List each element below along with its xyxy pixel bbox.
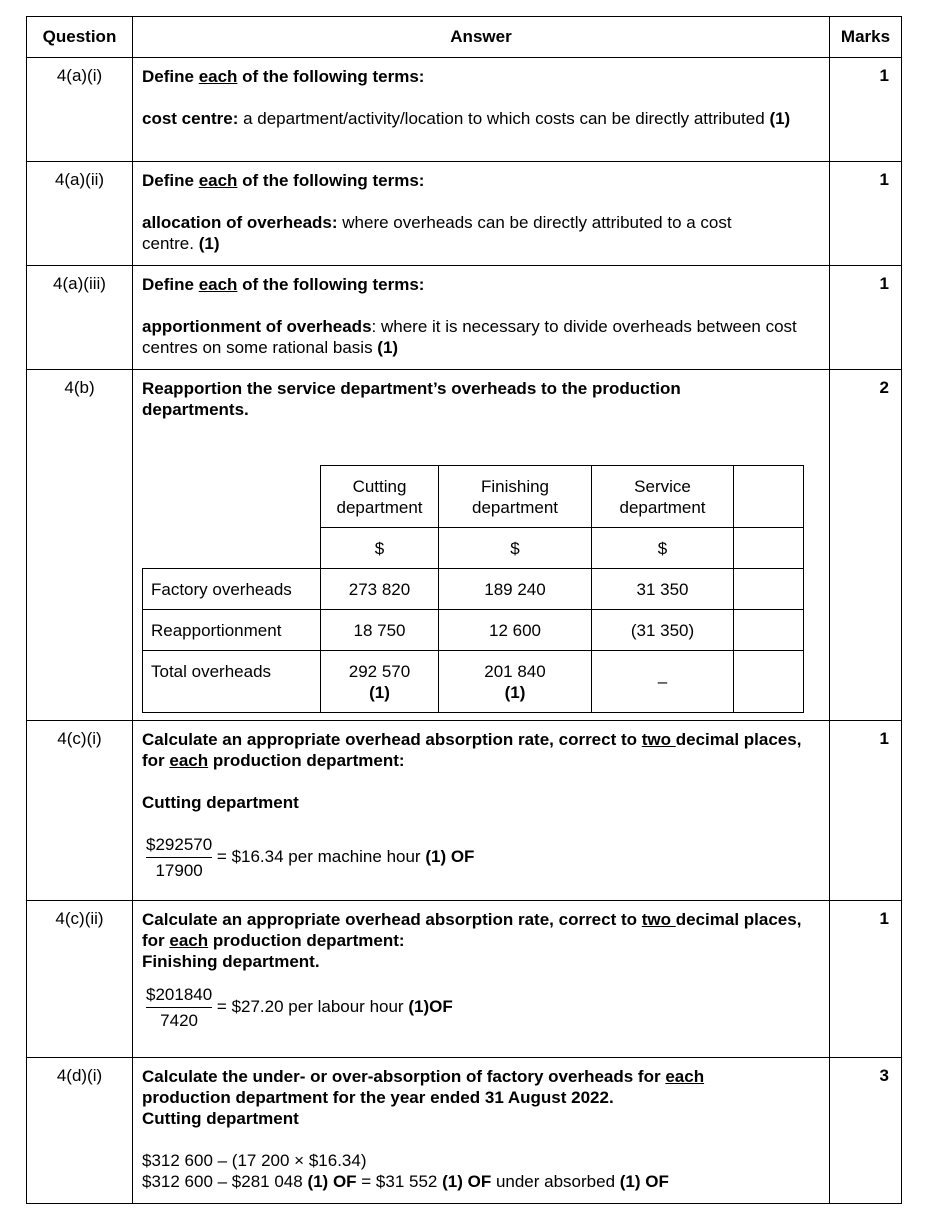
working-line: $312 600 – (17 200 × $16.34) xyxy=(142,1151,367,1170)
table-row xyxy=(27,901,902,1058)
prompt-text: Calculate an appropriate overhead absorption rate, correct to xyxy=(142,910,642,929)
question-number: 4(a)(i) xyxy=(27,58,133,162)
prompt-text: Define xyxy=(142,171,199,190)
mark-tag: (1) xyxy=(504,683,526,702)
fraction xyxy=(146,834,212,881)
prompt-text: Define xyxy=(142,67,199,86)
prompt-underlined: each xyxy=(198,275,238,294)
term: apportionment of overheads xyxy=(142,317,372,336)
subheading: Cutting department xyxy=(142,793,299,812)
definition: : where it is necessary to divide overheads between cost centres on some rational basis xyxy=(142,317,797,357)
marks-value: 1 xyxy=(830,58,902,162)
answer-header: Answer xyxy=(133,17,830,58)
mark-tag: (1) OF xyxy=(619,1172,669,1191)
numerator: $292570 xyxy=(146,834,212,858)
table-row xyxy=(27,1058,902,1204)
row-label: Total overheads xyxy=(143,651,321,713)
answer-cell xyxy=(133,370,830,721)
question-header: Question xyxy=(27,17,133,58)
table-row xyxy=(27,266,902,370)
marks-value: 1 xyxy=(830,721,902,901)
answer-cell xyxy=(133,266,830,370)
question-number: 4(b) xyxy=(27,370,133,721)
cell-value: (31 350) xyxy=(592,610,734,651)
question-number: 4(d)(i) xyxy=(27,1058,133,1204)
mark-tag: (1) xyxy=(769,109,791,128)
table-row xyxy=(27,58,902,162)
cell-value: 189 240 xyxy=(439,569,592,610)
prompt-text: of the following terms: xyxy=(237,275,425,294)
currency: $ xyxy=(592,528,734,569)
answer-cell xyxy=(133,58,830,162)
question-number: 4(c)(ii) xyxy=(27,901,133,1058)
working-text: under absorbed xyxy=(491,1172,620,1191)
prompt-underlined: each xyxy=(665,1067,705,1086)
marks-value: 3 xyxy=(830,1058,902,1204)
total-value: 292 570 xyxy=(348,662,411,681)
question-number: 4(a)(iii) xyxy=(27,266,133,370)
mark-tag: (1)OF xyxy=(408,996,453,1016)
question-number: 4(c)(i) xyxy=(27,721,133,901)
col-header-service: Service department xyxy=(592,466,734,528)
term: allocation of overheads: xyxy=(142,213,338,232)
term: cost centre: xyxy=(142,109,239,128)
col-header-finishing: Finishing department xyxy=(439,466,592,528)
subheading: Cutting department xyxy=(142,1109,299,1128)
header-row xyxy=(27,17,902,58)
denominator: 17900 xyxy=(155,861,203,880)
mark-tag: (1) xyxy=(369,683,390,702)
prompt-underlined: each xyxy=(169,931,209,950)
marks-header: Marks xyxy=(830,17,902,58)
row-label: Factory overheads xyxy=(143,569,321,610)
marks-value: 1 xyxy=(830,901,902,1058)
row-label: Reapportionment xyxy=(143,610,321,651)
prompt-underlined: each xyxy=(169,751,209,770)
result-text: = $16.34 per machine hour xyxy=(216,846,426,866)
cell-value xyxy=(439,651,592,713)
prompt-text: decimal places, for xyxy=(142,910,802,950)
table-row xyxy=(27,721,902,901)
cell-value: 31 350 xyxy=(592,569,734,610)
cell-value: 12 600 xyxy=(439,610,592,651)
mark-scheme-table xyxy=(26,16,902,1204)
subheading: Finishing department. xyxy=(142,952,320,971)
prompt-text: Reapportion the service department’s overheads to the production departments. xyxy=(142,379,681,419)
answer-cell xyxy=(133,1058,830,1204)
prompt-text: production department for the year ended 31 August 2022. xyxy=(142,1088,614,1107)
table-row xyxy=(27,162,902,266)
denominator: 7420 xyxy=(160,1011,198,1030)
marks-value: 1 xyxy=(830,266,902,370)
mark-tag: (1) OF xyxy=(425,846,475,866)
prompt-text: of the following terms: xyxy=(237,67,425,86)
prompt-text: production department: xyxy=(208,931,405,950)
working-text: = $31 552 xyxy=(356,1172,443,1191)
overheads-table xyxy=(142,465,804,713)
mark-tag: (1) OF xyxy=(307,1172,357,1191)
answer-cell xyxy=(133,901,830,1058)
col-header-cutting: Cutting department xyxy=(321,466,439,528)
prompt-text: Define xyxy=(142,275,199,294)
marks-value: 2 xyxy=(830,370,902,721)
mark-tag: (1) xyxy=(377,338,399,357)
cell-value: 273 820 xyxy=(321,569,439,610)
answer-cell xyxy=(133,721,830,901)
table-row xyxy=(27,370,902,721)
definition: a department/activity/location to which costs can be directly attributed xyxy=(238,109,765,128)
prompt-text: Calculate an appropriate overhead absorption rate, correct to xyxy=(142,730,642,749)
question-number: 4(a)(ii) xyxy=(27,162,133,266)
prompt-underlined: two xyxy=(641,730,676,749)
definition: where overheads can be directly attributed to a cost centre. xyxy=(142,213,732,253)
prompt-text: of the following terms: xyxy=(237,171,425,190)
working-line xyxy=(142,1171,820,1192)
mark-tag: (1) OF xyxy=(442,1172,492,1191)
cell-value: – xyxy=(592,651,734,713)
numerator: $201840 xyxy=(146,984,212,1008)
currency: $ xyxy=(439,528,592,569)
cell-value xyxy=(321,651,439,713)
mark-tag: (1) xyxy=(198,234,220,253)
prompt-text: production department: xyxy=(208,751,405,770)
result-text: = $27.20 per labour hour xyxy=(216,996,409,1016)
working-text: $312 600 – $281 048 xyxy=(142,1172,308,1191)
cell-value: 18 750 xyxy=(321,610,439,651)
answer-cell xyxy=(133,162,830,266)
total-value: 201 840 xyxy=(484,662,546,681)
marks-value: 1 xyxy=(830,162,902,266)
prompt-underlined: two xyxy=(641,910,676,929)
fraction xyxy=(146,984,212,1031)
prompt-text: Calculate the under- or over-absorption of factory overheads for xyxy=(142,1067,666,1086)
prompt-underlined: each xyxy=(198,67,238,86)
prompt-underlined: each xyxy=(198,171,238,190)
prompt-text: decimal places, for xyxy=(142,730,802,770)
currency: $ xyxy=(321,528,439,569)
